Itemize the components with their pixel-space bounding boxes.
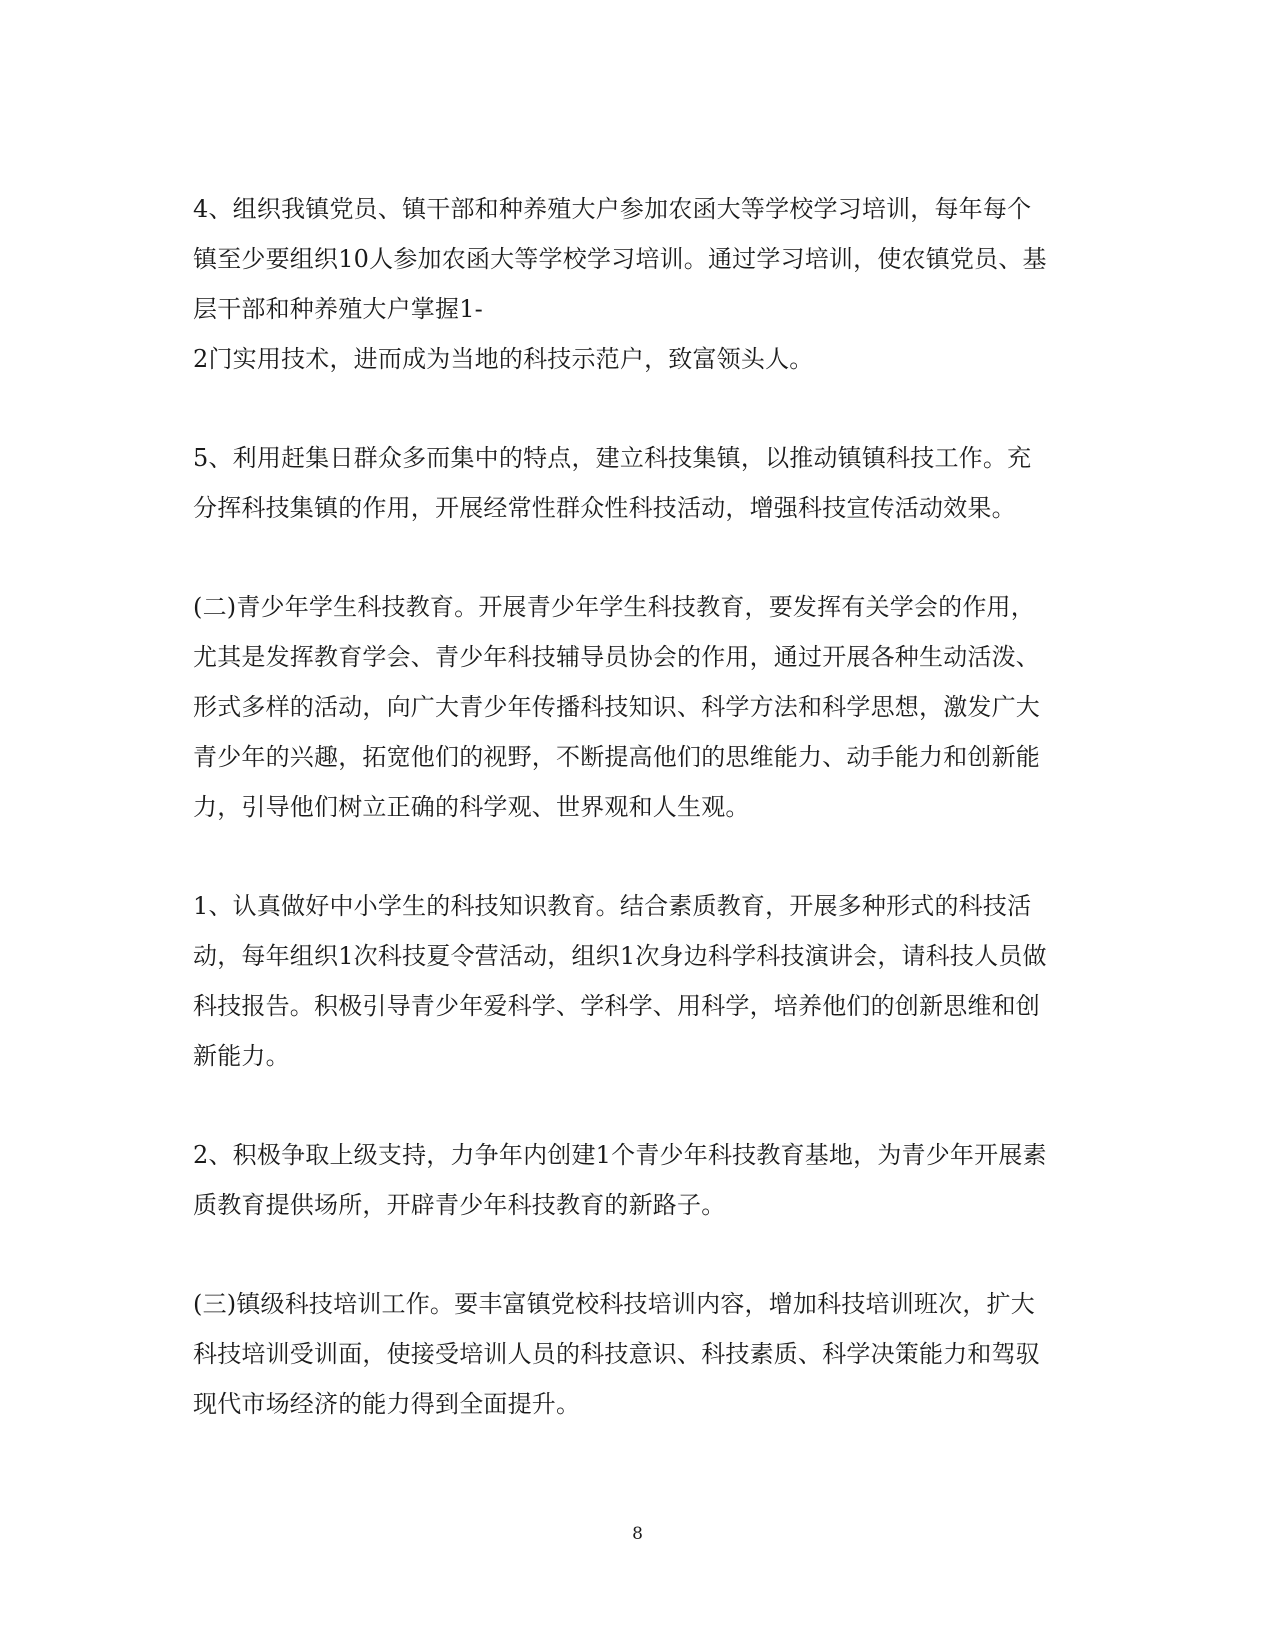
- paragraph-item-1: [193, 881, 1073, 1081]
- text-line: 尤其是发挥教育学会、青少年科技辅导员协会的作用，通过开展各种生动活泼、: [193, 643, 1040, 671]
- paragraph-item-5: [193, 433, 1073, 533]
- paragraph-item-4: [193, 184, 1073, 384]
- text-line: (二)青少年学生科技教育。开展青少年学生科技教育，要发挥有关学会的作用，: [193, 593, 1035, 621]
- text-line: 力，引导他们树立正确的科学观、世界观和人生观。: [193, 793, 750, 821]
- paragraph-gap: [193, 1230, 1073, 1279]
- paragraph-item-2: [193, 1130, 1073, 1230]
- text-line: 科技报告。积极引导青少年爱科学、学科学、用科学，培养他们的创新思维和创: [193, 992, 1040, 1020]
- paragraph-gap: [193, 384, 1073, 433]
- text-line: 1、认真做好中小学生的科技知识教育。结合素质教育，开展多种形式的科技活: [193, 892, 1032, 920]
- paragraph-section-2: [193, 582, 1073, 832]
- page-number: 8: [632, 1524, 643, 1544]
- text-line: 科技培训受训面，使接受培训人员的科技意识、科技素质、科学决策能力和驾驭: [193, 1340, 1040, 1368]
- text-line: 2门实用技术，进而成为当地的科技示范户，致富领头人。: [193, 345, 814, 373]
- paragraph-section-3: [193, 1279, 1073, 1429]
- text-line: 镇至少要组织10人参加农函大等学校学习培训。通过学习培训，使农镇党员、基: [193, 245, 1047, 273]
- text-line: 形式多样的活动，向广大青少年传播科技知识、科学方法和科学思想，激发广大: [193, 693, 1040, 721]
- text-line: 分挥科技集镇的作用，开展经常性群众性科技活动，增强科技宣传活动效果。: [193, 494, 1016, 522]
- text-line: 动，每年组织1次科技夏令营活动，组织1次身边科学科技演讲会，请科技人员做: [193, 942, 1047, 970]
- text-line: 新能力。: [193, 1042, 290, 1070]
- text-line: (三)镇级科技培训工作。要丰富镇党校科技培训内容，增加科技培训班次，扩大: [193, 1290, 1035, 1318]
- document-body: [193, 184, 1073, 1429]
- text-line: 2、积极争取上级支持，力争年内创建1个青少年科技教育基地，为青少年开展素: [193, 1141, 1047, 1169]
- text-line: 层干部和种养殖大户掌握1-: [193, 295, 483, 323]
- text-line: 4、组织我镇党员、镇干部和种养殖大户参加农函大等学校学习培训，每年每个: [193, 195, 1032, 223]
- paragraph-gap: [193, 533, 1073, 582]
- text-line: 5、利用赶集日群众多而集中的特点，建立科技集镇，以推动镇镇科技工作。充: [193, 444, 1032, 472]
- text-line: 青少年的兴趣，拓宽他们的视野，不断提高他们的思维能力、动手能力和创新能: [193, 743, 1040, 771]
- paragraph-gap: [193, 832, 1073, 881]
- paragraph-gap: [193, 1081, 1073, 1130]
- text-line: 质教育提供场所，开辟青少年科技教育的新路子。: [193, 1191, 726, 1219]
- text-line: 现代市场经济的能力得到全面提升。: [193, 1390, 581, 1418]
